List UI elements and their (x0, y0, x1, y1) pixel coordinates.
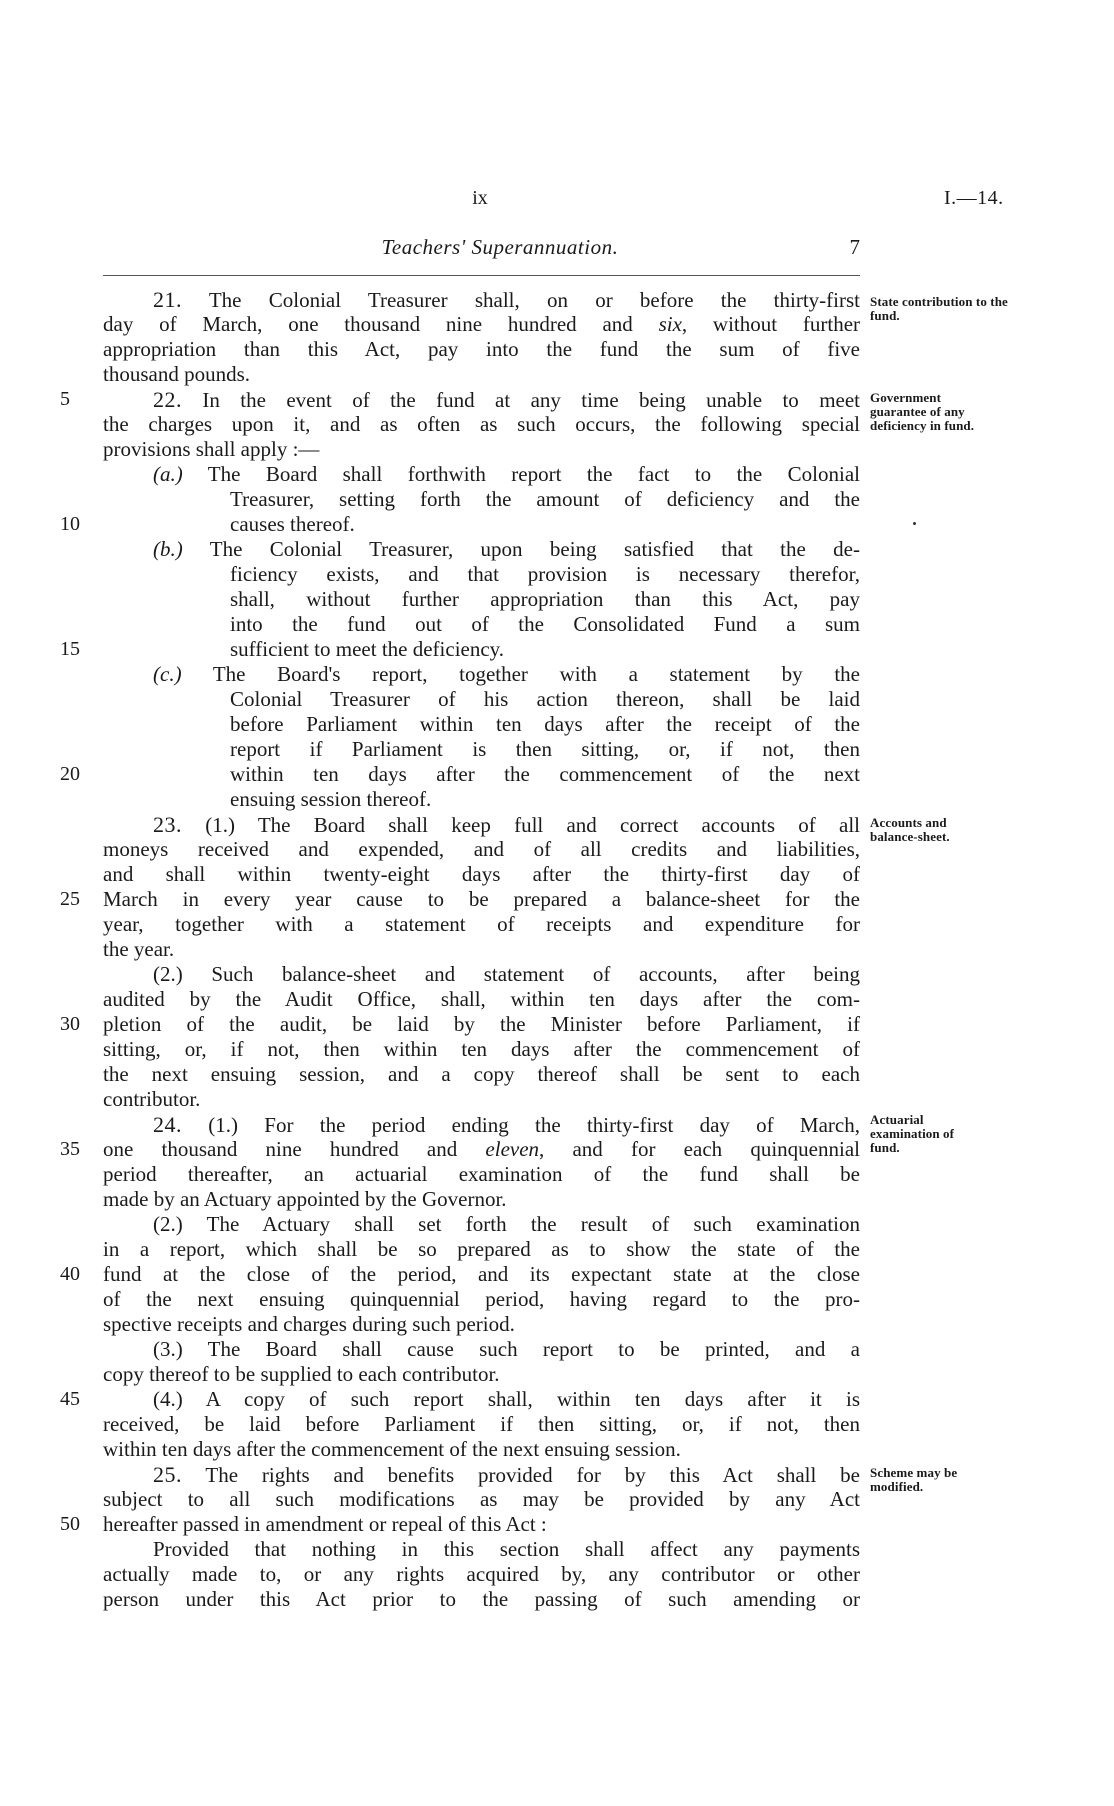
line-text: (1.) For the period ending the thirty-first day of March, (182, 1113, 860, 1137)
running-title: Teachers' Superannuation. (381, 235, 619, 259)
line-number: 15 (60, 638, 80, 660)
line-number: 35 (60, 1138, 80, 1160)
print-speck (913, 522, 916, 525)
text-line: provisions shall apply :— (103, 437, 320, 461)
paragraph-label: (a.) (153, 462, 183, 486)
text-line: ensuing session thereof. (230, 787, 432, 811)
text-line: fund at the close of the period, and its expectant state at the close (103, 1262, 860, 1286)
text-line: within ten days after the commencement of the next (230, 762, 860, 786)
text-line: Treasurer, setting forth the amount of deficiency and the (230, 487, 860, 511)
text-line: pletion of the audit, be laid by the Minister before Parliament, if (103, 1012, 860, 1036)
section-number: 22. (153, 387, 182, 412)
text-line: person under this Act prior to the passing of such amending or (103, 1587, 860, 1611)
section-number: 23. (153, 812, 182, 837)
line-number: 30 (60, 1013, 80, 1035)
line-text: The Board shall forthwith report the fact to the Colonial (182, 462, 860, 486)
text-line: period thereafter, an actuarial examination of the fund shall be (103, 1162, 860, 1186)
text-line: sufficient to meet the deficiency. (230, 637, 505, 661)
text-line (153, 662, 860, 687)
line-text: , without further (681, 312, 860, 336)
text-line: in a report, which shall be so prepared as to show the state of the (103, 1237, 860, 1261)
text-line: spective receipts and charges during such period. (103, 1312, 515, 1336)
italic-word: six (658, 312, 682, 336)
text-line (103, 1137, 860, 1162)
line-number: 45 (60, 1388, 80, 1410)
text-line: of the next ensuing quinquennial period, having regard to the pro- (103, 1287, 860, 1311)
text-line: causes thereof. (230, 512, 355, 536)
text-line: March in every year cause to be prepared a balance-sheet for the (103, 887, 860, 911)
text-line: (4.) A copy of such report shall, within ten days after it is (153, 1387, 860, 1411)
text-line: Colonial Treasurer of his action thereon, shall be laid (230, 687, 860, 711)
section-number: 21. (153, 287, 182, 312)
text-line: and shall within twenty-eight days after the thirty-first day of (103, 862, 860, 886)
text-line (153, 462, 860, 487)
text-line: subject to all such modifications as may be provided by any Act (103, 1487, 860, 1511)
margin-note-s25: Scheme may be modified. (870, 1465, 958, 1494)
text-line: copy thereof to be supplied to each contributor. (103, 1362, 500, 1386)
line-text: The Board's report, together with a statement by the (181, 662, 860, 686)
text-line (153, 287, 860, 312)
text-line: Provided that nothing in this section shall affect any payments (153, 1537, 860, 1561)
paper-reference: I.—14. (944, 187, 1004, 209)
text-line: moneys received and expended, and of all credits and liabilities, (103, 837, 860, 861)
line-number: 20 (60, 763, 80, 785)
margin-note-s21: State contribution to the fund. (870, 294, 1008, 323)
text-line: appropriation than this Act, pay into the fund the sum of five (103, 337, 860, 361)
line-number: 25 (60, 888, 80, 910)
text-line (153, 537, 860, 562)
text-line: hereafter passed in amendment or repeal of this Act : (103, 1512, 547, 1536)
line-text: In the event of the fund at any time being unable to meet (182, 388, 860, 412)
italic-word: eleven (485, 1137, 540, 1161)
text-line: the next ensuing session, and a copy thereof shall be sent to each (103, 1062, 860, 1086)
text-line: ficiency exists, and that provision is necessary therefor, (230, 562, 860, 586)
text-line: thousand pounds. (103, 362, 250, 386)
line-number: 50 (60, 1513, 80, 1535)
text-line: report if Parliament is then sitting, or, if not, then (230, 737, 860, 761)
section-number: 25. (153, 1462, 182, 1487)
text-line: contributor. (103, 1087, 201, 1111)
text-line (153, 812, 860, 837)
line-text: , and for each quinquennial (539, 1137, 860, 1161)
paragraph-label: (b.) (153, 537, 183, 561)
text-line: within ten days after the commencement of the next ensuing session. (103, 1437, 681, 1461)
text-line: sitting, or, if not, then within ten days after the commencement of (103, 1037, 860, 1061)
margin-note-s24: Actuarial examination of fund. (870, 1112, 955, 1155)
text-line: the charges upon it, and as often as such occurs, the following special (103, 412, 860, 436)
text-line: (2.) The Actuary shall set forth the result of such examination (153, 1212, 860, 1236)
text-line: year, together with a statement of receipts and expenditure for (103, 912, 860, 936)
text-line: received, be laid before Parliament if then sitting, or, if not, then (103, 1412, 860, 1436)
line-text: day of March, one thousand nine hundred and (103, 312, 659, 336)
text-line (153, 1112, 860, 1137)
line-number: 10 (60, 513, 80, 535)
line-number: 5 (60, 388, 70, 410)
text-line: before Parliament within ten days after the receipt of the (230, 712, 860, 736)
page-roman-numeral: ix (472, 187, 488, 209)
line-text: The Colonial Treasurer shall, on or before the thirty-first (182, 288, 860, 312)
text-line: shall, without further appropriation than this Act, pay (230, 587, 860, 611)
line-text: The Colonial Treasurer, upon being satisfied that the de- (182, 537, 860, 561)
line-text: one thousand nine hundred and (103, 1137, 486, 1161)
text-line: into the fund out of the Consolidated Fund a sum (230, 612, 860, 636)
line-text: (1.) The Board shall keep full and correct accounts of all (182, 813, 860, 837)
text-line: (3.) The Board shall cause such report to be printed, and a (153, 1337, 860, 1361)
text-line: (2.) Such balance-sheet and statement of accounts, after being (153, 962, 860, 986)
line-number: 40 (60, 1263, 80, 1285)
text-line: made by an Actuary appointed by the Governor. (103, 1187, 507, 1211)
page-number: 7 (849, 235, 860, 259)
text-line: actually made to, or any rights acquired by, any contributor or other (103, 1562, 860, 1586)
text-line (153, 1462, 860, 1487)
line-text: The rights and benefits provided for by this Act shall be (182, 1463, 860, 1487)
margin-note-s23: Accounts and balance-sheet. (870, 815, 950, 844)
text-line: the year. (103, 937, 175, 961)
section-number: 24. (153, 1112, 182, 1137)
text-line: audited by the Audit Office, shall, within ten days after the com- (103, 987, 860, 1011)
paragraph-label: (c.) (153, 662, 182, 686)
text-line (153, 387, 860, 412)
text-line (103, 312, 860, 337)
margin-note-s22: Government guarantee of any deficiency in fund. (870, 390, 975, 433)
